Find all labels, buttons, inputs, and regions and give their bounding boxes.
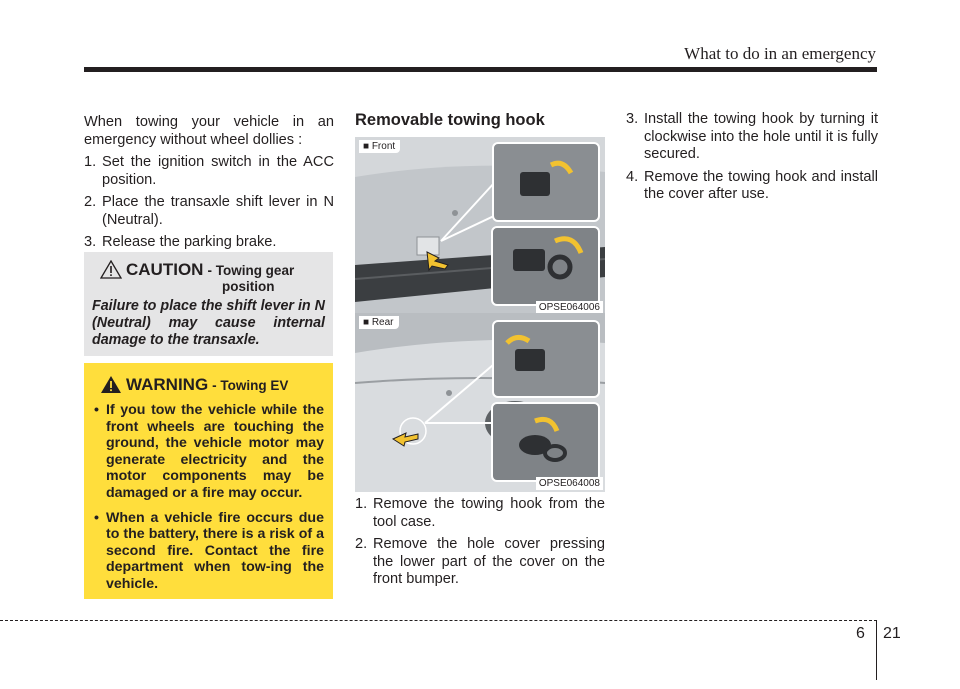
page-header-title: What to do in an emergency (684, 44, 876, 63)
step-text: Place the transaxle shift lever in N (Neutral). (102, 194, 334, 228)
header-rule (84, 67, 877, 72)
column-right (626, 111, 878, 204)
column-middle (355, 112, 605, 140)
towing-step (626, 111, 878, 164)
warning-triangle-icon (100, 375, 122, 394)
warning-bullet (92, 510, 324, 593)
intro-step (84, 234, 334, 252)
section-heading: Removable towing hook (355, 111, 545, 129)
intro-step (84, 194, 334, 229)
bullet-icon: • (94, 402, 99, 418)
warning-subtitle: - Towing EV (212, 378, 289, 393)
warning-title: WARNING (126, 375, 209, 394)
towing-step (355, 536, 605, 589)
step-text: Set the ignition switch in the ACC position. (102, 154, 334, 188)
bullet-text: When a vehicle fire occurs due to the battery, there is a risk of a second fire. Contact the fire department when tow-ing the vehicle. (106, 509, 324, 592)
column-left (84, 114, 334, 252)
chapter-number: 6 (856, 625, 865, 642)
warning-box (84, 363, 333, 599)
bullet-icon: • (94, 509, 99, 526)
step-number: 1. (355, 496, 368, 512)
step-text: Remove the towing hook and install the cover after use. (644, 168, 878, 202)
caution-triangle-icon (100, 260, 122, 279)
intro-step (84, 154, 334, 189)
figure-label: ■ Front (359, 140, 400, 153)
figure-code: OPSE064006 (536, 301, 603, 314)
step-number: 3. (626, 111, 639, 127)
warning-heading (92, 375, 324, 395)
caution-heading (92, 260, 325, 280)
column-middle-steps (355, 496, 605, 589)
bullet-text: If you tow the vehicle while the front wheels are touching the ground, the vehicle motor may generate electricity and the motor components may be damaged or a fire may occur. (106, 402, 324, 501)
step-number: 4. (626, 168, 639, 185)
step-number: 2. (355, 536, 368, 552)
intro-paragraph: When towing your vehicle in an emergency without wheel dollies : (84, 114, 334, 148)
figure-label: ■ Rear (359, 316, 399, 329)
caution-subtitle: - Towing gear (207, 263, 295, 278)
figure-code: OPSE064008 (536, 477, 603, 490)
front-bumper-illustration (355, 137, 605, 316)
footer-rule (0, 620, 877, 621)
figure-front (355, 137, 605, 316)
step-number: 3. (84, 234, 97, 250)
footer-divider (876, 620, 877, 680)
caution-subtitle-line2: position (222, 279, 275, 294)
towing-step (355, 496, 605, 531)
page-number: 21 (883, 625, 901, 642)
rear-bumper-illustration (355, 313, 605, 492)
figure-rear (355, 313, 605, 492)
caution-title: CAUTION (126, 260, 204, 279)
caution-body: Failure to place the shift lever in N (Neutral) may cause internal damage to the transaxle. (92, 298, 325, 348)
step-text: Remove the towing hook from the tool case. (373, 496, 605, 530)
caution-box (84, 252, 333, 356)
step-number: 1. (84, 154, 97, 170)
step-text: Install the towing hook by turning it clockwise into the hole until it is fully secured. (644, 111, 878, 162)
step-text: Remove the hole cover pressing the lower part of the cover on the front bumper. (373, 536, 605, 587)
warning-bullet (92, 402, 324, 502)
step-number: 2. (84, 194, 97, 210)
step-text: Release the parking brake. (102, 234, 277, 250)
towing-step (626, 169, 878, 204)
